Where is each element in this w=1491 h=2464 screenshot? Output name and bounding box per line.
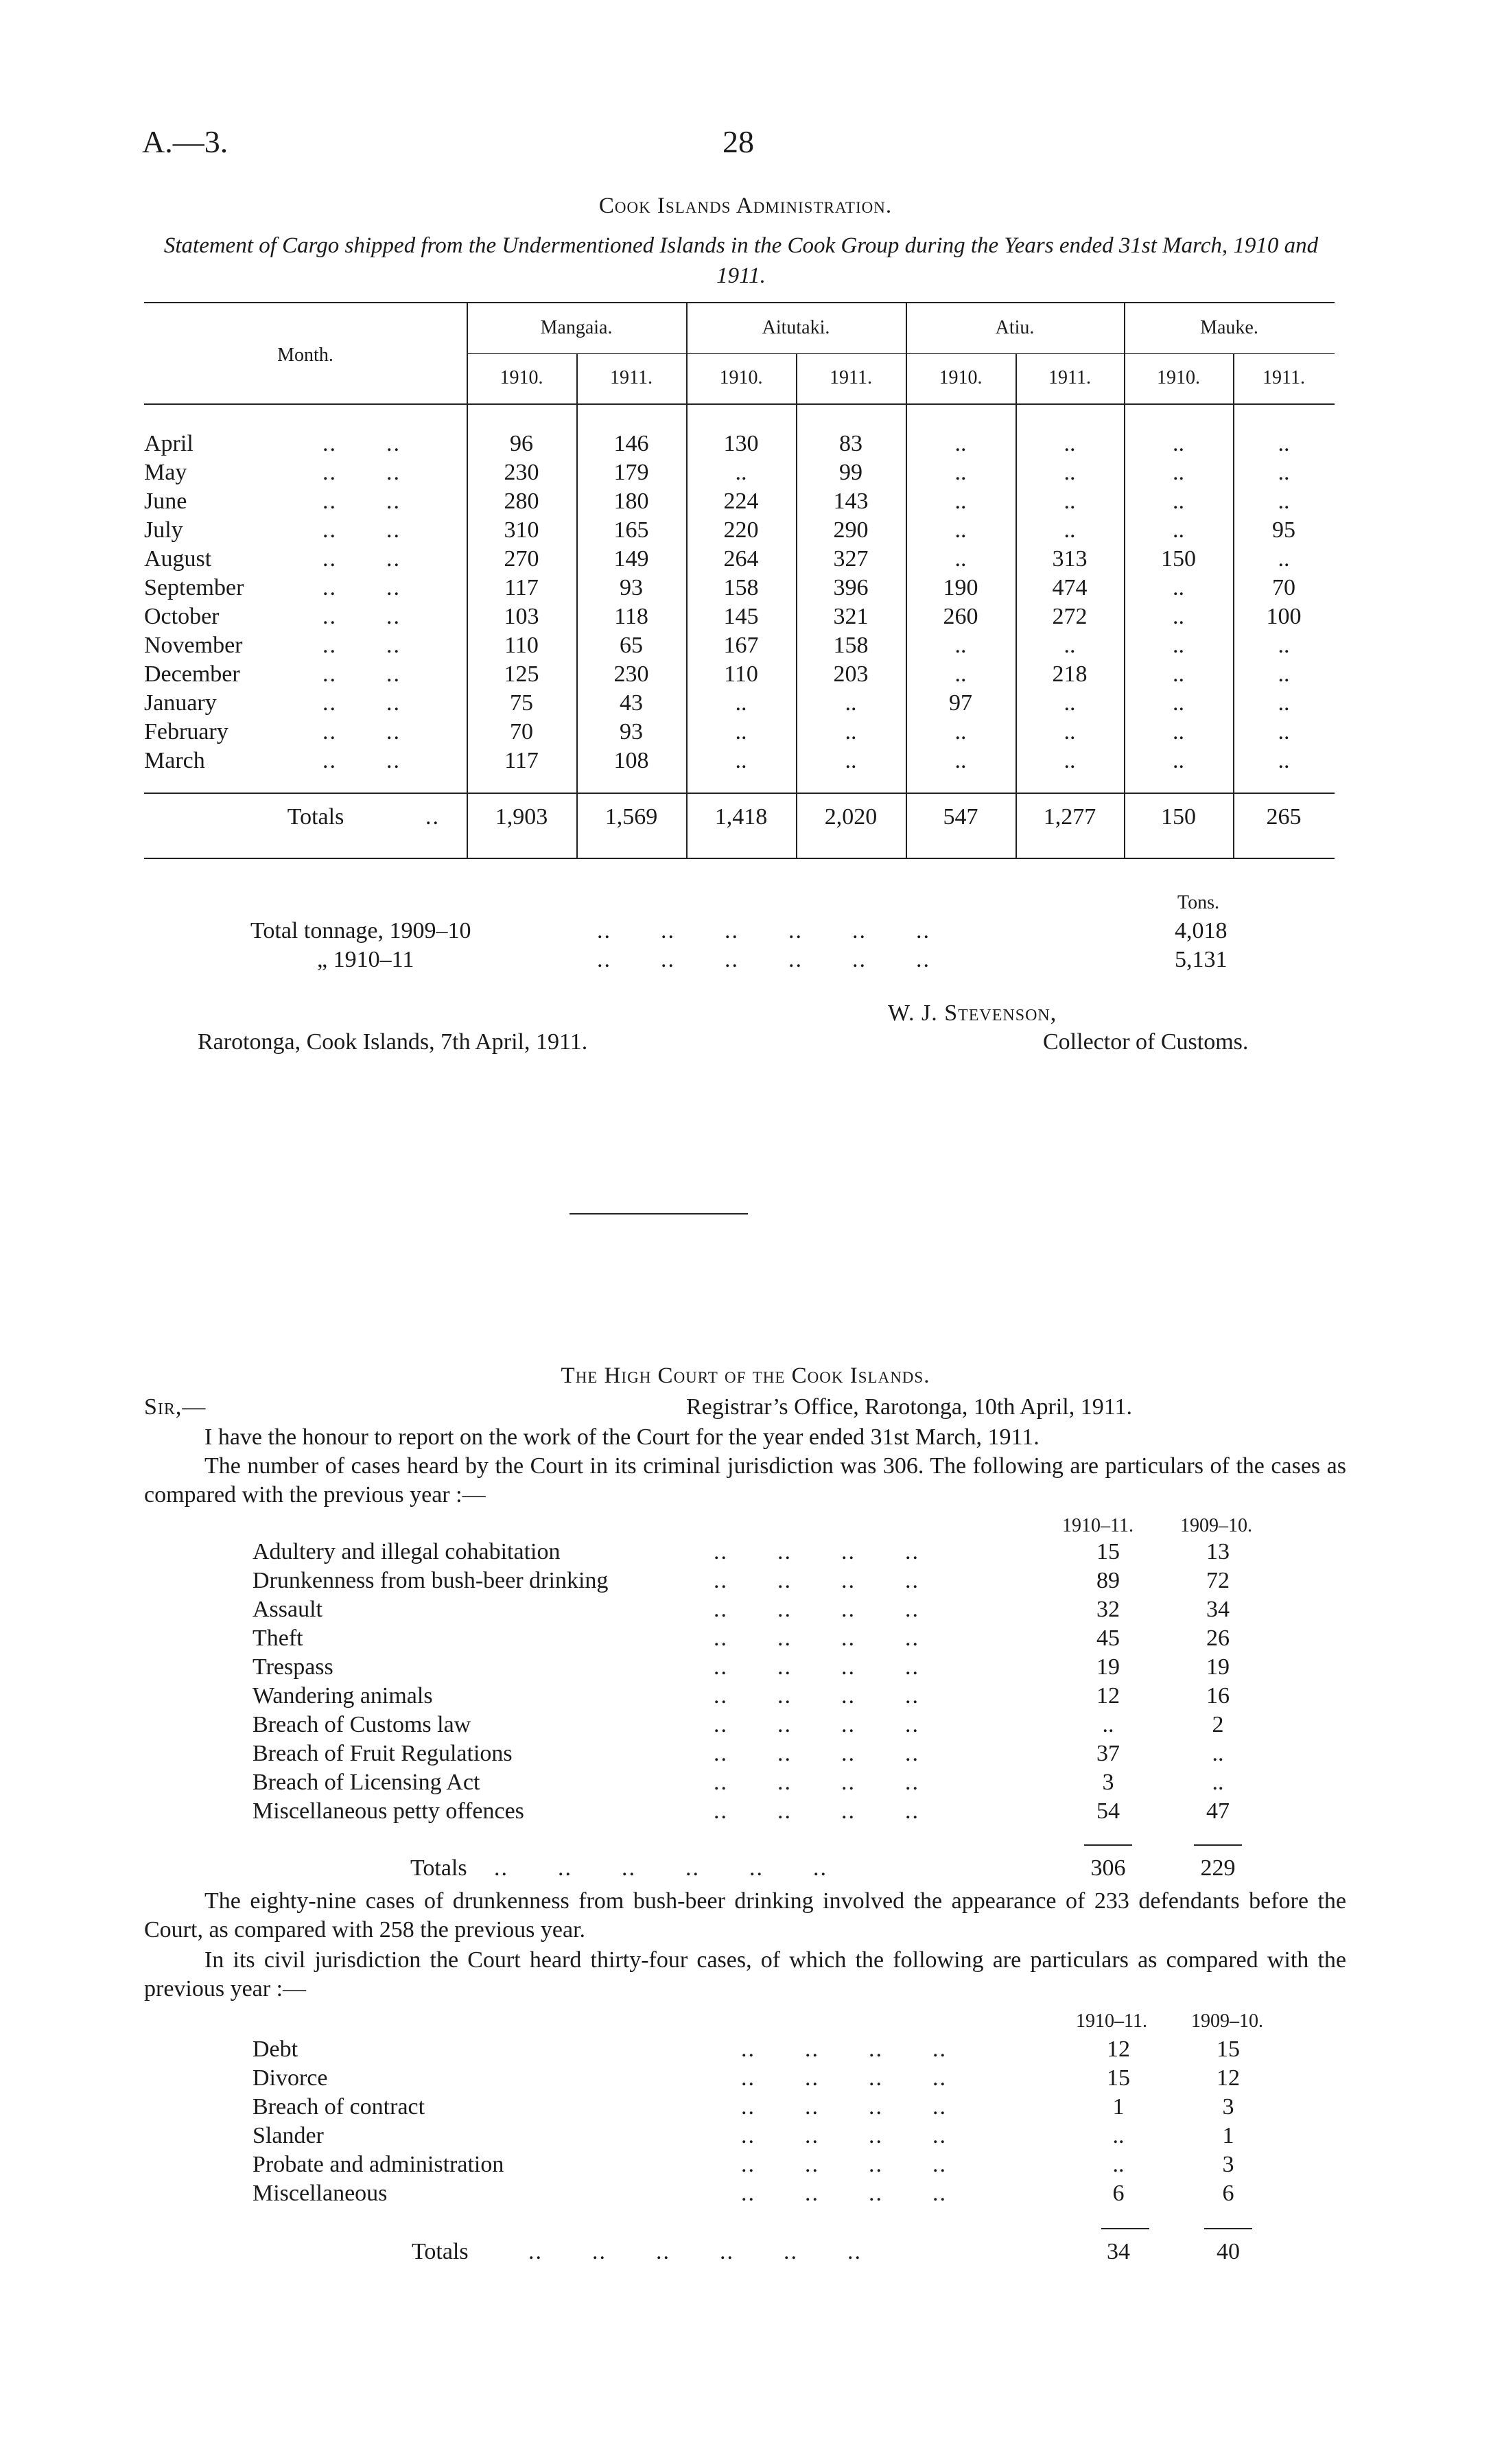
cargo-cell: .. (845, 748, 857, 773)
cargo-cell: 99 (839, 460, 862, 485)
civil-value-1909-10: 12 (1217, 2065, 1240, 2091)
cargo-cell: 165 (613, 517, 649, 543)
cargo-cell: .. (1173, 633, 1184, 658)
cargo-cell: .. (954, 489, 967, 514)
leader-dots: .. .. (322, 575, 401, 600)
criminal-item: Adultery and illegal cohabitation (253, 1539, 561, 1564)
cargo-statement-subtitle: Statement of Cargo shipped from the Undermentioned Islands in the Cook Group during the Years ended 31st March, 1910 and 1911. (163, 233, 1319, 288)
leader-dots: .. .. .. .. .. .. (528, 2239, 862, 2264)
cargo-cell: .. (735, 460, 747, 485)
criminal-total-1909-10: 229 (1200, 1855, 1236, 1881)
criminal-value-1909-10: 72 (1206, 1568, 1230, 1593)
signatory-name: W. J. Stevenson, (888, 1000, 1057, 1026)
cargo-cell: .. (1173, 690, 1184, 716)
office-and-date: Registrar’s Office, Rarotonga, 10th April, 1911. (686, 1394, 1132, 1420)
cargo-cell: 117 (504, 748, 539, 773)
island-header: Mauke. (1200, 317, 1258, 338)
cargo-total: 1,418 (714, 804, 768, 830)
leader-dots: .. .. .. .. (714, 1712, 919, 1737)
year-column-header: 1910–11. (1062, 1515, 1134, 1536)
leader-dots: .. .. (322, 661, 401, 687)
criminal-item: Theft (253, 1626, 303, 1651)
cargo-cell: 230 (613, 661, 649, 687)
cargo-cell: 180 (613, 489, 649, 514)
leader-dots: .. .. .. .. (714, 1654, 919, 1680)
leader-dots: .. .. .. .. (741, 2037, 947, 2062)
cargo-cell: 130 (723, 431, 759, 456)
civil-value-1909-10: 3 (1222, 2094, 1234, 2120)
year-column-header: 1909–10. (1180, 1515, 1252, 1536)
tonnage-value: 4,018 (1175, 918, 1228, 943)
cargo-cell: 224 (723, 489, 759, 514)
year-header: 1911. (1048, 367, 1091, 388)
civil-value-1910-11: 12 (1107, 2037, 1130, 2062)
cargo-cell: .. (954, 661, 967, 687)
cargo-cell: 83 (839, 431, 862, 456)
year-header: 1910. (939, 367, 983, 388)
criminal-value-1910-11: 54 (1096, 1798, 1120, 1824)
month-label: October (144, 604, 220, 629)
cargo-cell: .. (1173, 719, 1184, 744)
court-paragraph: In its civil jurisdiction the Court heard thirty-four cases, of which the following are particulars as compared with the previous year :— (144, 1947, 1346, 2002)
cargo-cell: .. (845, 690, 857, 716)
civil-value-1910-11: 1 (1112, 2094, 1125, 2120)
cargo-cell: .. (1278, 460, 1290, 485)
cargo-cell: 167 (723, 633, 759, 658)
cargo-total: 1,903 (495, 804, 548, 830)
cargo-cell: .. (1064, 633, 1076, 658)
civil-item: Divorce (253, 2065, 328, 2091)
cargo-cell: 75 (510, 690, 533, 716)
cargo-cell: 158 (833, 633, 869, 658)
cargo-cell: .. (954, 748, 967, 773)
cargo-cell: 110 (504, 633, 539, 658)
civil-totals-label: Totals (412, 2239, 469, 2264)
leader-dots: .. .. .. .. (714, 1568, 919, 1593)
leader-dots: .. .. (322, 633, 401, 658)
leader-dots: .. .. .. .. (741, 2181, 947, 2206)
civil-value-1909-10: 6 (1222, 2181, 1234, 2206)
cargo-cell: .. (1173, 748, 1184, 773)
cargo-cell: 100 (1266, 604, 1302, 629)
leader-dots: .. .. .. .. .. .. (597, 918, 930, 943)
cargo-cell: 145 (723, 604, 759, 629)
cargo-cell: 110 (724, 661, 758, 687)
island-header: Aitutaki. (762, 317, 830, 338)
month-label: April (144, 431, 193, 456)
cargo-cell: 260 (943, 604, 978, 629)
civil-item: Slander (253, 2123, 324, 2148)
cargo-cell: 93 (620, 575, 643, 600)
criminal-value-1910-11: 15 (1096, 1539, 1120, 1564)
cargo-cell: 264 (723, 546, 759, 572)
cargo-cell: 97 (949, 690, 972, 716)
year-header: 1911. (1263, 367, 1305, 388)
cargo-cell: .. (954, 460, 967, 485)
leader-dots: .. .. (322, 431, 401, 456)
cargo-cell: .. (1173, 604, 1184, 629)
cargo-cell: 43 (620, 690, 643, 716)
civil-item: Miscellaneous (253, 2181, 388, 2206)
leader-dots: .. .. .. .. (714, 1770, 919, 1795)
cargo-cell: 474 (1052, 575, 1088, 600)
civil-item: Probate and administration (253, 2152, 504, 2177)
cargo-cell: 70 (1272, 575, 1295, 600)
cargo-cell: 93 (620, 719, 643, 744)
leader-dots: .. .. .. .. (741, 2123, 947, 2148)
salutation: Sir,— (144, 1394, 207, 1420)
cargo-total: 1,277 (1043, 804, 1096, 830)
civil-item: Breach of contract (253, 2094, 425, 2120)
cargo-cell: .. (1278, 661, 1290, 687)
cargo-cell: .. (1064, 719, 1076, 744)
cargo-cell: 290 (833, 517, 869, 543)
cargo-total: 150 (1161, 804, 1196, 830)
leader-dots: .. .. .. .. (714, 1626, 919, 1651)
cargo-cell: .. (954, 517, 967, 543)
cargo-cell: 146 (613, 431, 649, 456)
cargo-cell: 272 (1052, 604, 1088, 629)
cargo-cell: 270 (504, 546, 539, 572)
cargo-cell: 158 (723, 575, 759, 600)
cargo-cell: 70 (510, 719, 533, 744)
cargo-cell: .. (954, 719, 967, 744)
cargo-cell: 149 (613, 546, 649, 572)
criminal-value-1910-11: 89 (1096, 1568, 1120, 1593)
year-header: 1910. (719, 367, 763, 388)
sum-rule (1194, 1844, 1242, 1846)
island-header-rule (467, 353, 1335, 354)
criminal-value-1909-10: 26 (1206, 1626, 1230, 1651)
sum-rule (1084, 1844, 1132, 1846)
leader-dots: .. .. .. .. (714, 1798, 919, 1824)
cargo-cell: 65 (620, 633, 643, 658)
cargo-cell: .. (1064, 690, 1076, 716)
cargo-cell: 103 (504, 604, 539, 629)
leader-dots: .. .. (322, 604, 401, 629)
month-label: August (144, 546, 212, 572)
month-label: June (144, 489, 187, 514)
cargo-cell: .. (1278, 431, 1290, 456)
cargo-cell: .. (1173, 431, 1184, 456)
cargo-cell: 179 (613, 460, 649, 485)
criminal-value-1909-10: 47 (1206, 1798, 1230, 1824)
cargo-cell: 218 (1052, 661, 1088, 687)
criminal-value-1909-10: 16 (1206, 1683, 1230, 1709)
cargo-cell: .. (1064, 748, 1076, 773)
cargo-total: 265 (1266, 804, 1302, 830)
leader-dots: .. .. .. .. (741, 2094, 947, 2120)
year-column-header: 1909–10. (1191, 2010, 1263, 2032)
cargo-cell: .. (1173, 661, 1184, 687)
cargo-cell: 220 (723, 517, 759, 543)
cargo-cell: 280 (504, 489, 539, 514)
criminal-value-1909-10: 2 (1212, 1712, 1224, 1737)
leader-dots: .. .. (322, 690, 401, 716)
cargo-cell: .. (1173, 517, 1184, 543)
cargo-cell: 230 (504, 460, 539, 485)
leader-dots: .. .. .. .. (741, 2152, 947, 2177)
cargo-cell: 117 (504, 575, 539, 600)
cargo-cell: 396 (833, 575, 869, 600)
signatory-title: Collector of Customs. (1043, 1029, 1249, 1055)
cargo-cell: .. (1278, 690, 1290, 716)
cargo-cell: 108 (613, 748, 649, 773)
cargo-cell: 125 (504, 661, 539, 687)
cargo-total: 2,020 (824, 804, 878, 830)
cargo-cell: .. (1064, 517, 1076, 543)
cargo-cell: 327 (833, 546, 869, 572)
leader-dots: .. .. (322, 460, 401, 485)
criminal-value-1909-10: 19 (1206, 1654, 1230, 1680)
cargo-cell: 310 (504, 517, 539, 543)
criminal-item: Breach of Licensing Act (253, 1770, 480, 1795)
cargo-cell: .. (735, 719, 747, 744)
criminal-item: Assault (253, 1597, 322, 1622)
cargo-total: 1,569 (604, 804, 658, 830)
cargo-cell: .. (735, 690, 747, 716)
criminal-value-1909-10: .. (1212, 1741, 1224, 1766)
cargo-cell: .. (1064, 460, 1076, 485)
criminal-item: Breach of Fruit Regulations (253, 1741, 513, 1766)
cargo-cell: 95 (1272, 517, 1295, 543)
civil-value-1910-11: 15 (1107, 2065, 1130, 2091)
cargo-cell: .. (735, 748, 747, 773)
leader-dots: .. .. .. .. .. .. (494, 1855, 827, 1881)
section-divider (570, 1213, 748, 1215)
leader-dots: .. .. (322, 546, 401, 572)
month-label: January (144, 690, 217, 716)
totals-top-rule (144, 793, 1335, 794)
month-label: September (144, 575, 244, 600)
criminal-item: Miscellaneous petty offences (253, 1798, 524, 1824)
place-and-date: Rarotonga, Cook Islands, 7th April, 1911. (198, 1029, 588, 1055)
criminal-value-1909-10: 34 (1206, 1597, 1230, 1622)
cargo-section-title: Cook Islands Administration. (598, 193, 893, 218)
cargo-cell: .. (1278, 633, 1290, 658)
page-number: 28 (723, 124, 754, 159)
leader-dots: .. (425, 804, 440, 830)
leader-dots: .. .. (322, 719, 401, 744)
year-header: 1910. (500, 367, 543, 388)
cargo-cell: .. (1064, 431, 1076, 456)
month-label: March (144, 748, 205, 773)
criminal-value-1910-11: 32 (1096, 1597, 1120, 1622)
sum-rule (1101, 2228, 1149, 2229)
tonnage-label: Total tonnage, 1909–10 (250, 918, 471, 943)
criminal-totals-label: Totals (410, 1855, 467, 1881)
cargo-cell: 96 (510, 431, 533, 456)
cargo-cell: 143 (833, 489, 869, 514)
year-header: 1911. (830, 367, 872, 388)
header-bottom-rule (144, 403, 1335, 405)
cargo-cell: 313 (1052, 546, 1088, 572)
criminal-total-1910-11: 306 (1090, 1855, 1126, 1881)
criminal-value-1910-11: 37 (1096, 1741, 1120, 1766)
leader-dots: .. .. (322, 489, 401, 514)
month-label: May (144, 460, 187, 485)
civil-item: Debt (253, 2037, 298, 2062)
court-section-title: The High Court of the Cook Islands. (561, 1363, 930, 1388)
criminal-value-1910-11: 12 (1096, 1683, 1120, 1709)
civil-total-1909-10: 40 (1217, 2239, 1240, 2264)
cargo-cell: 118 (614, 604, 648, 629)
criminal-value-1910-11: 19 (1096, 1654, 1120, 1680)
civil-value-1909-10: 3 (1222, 2152, 1234, 2177)
criminal-value-1909-10: 13 (1206, 1539, 1230, 1564)
month-label: December (144, 661, 240, 687)
island-header: Mangaia. (540, 317, 613, 338)
leader-dots: .. .. .. .. (714, 1683, 919, 1709)
civil-value-1909-10: 15 (1217, 2037, 1240, 2062)
leader-dots: .. .. (322, 748, 401, 773)
criminal-item: Drunkenness from bush-beer drinking (253, 1568, 609, 1593)
criminal-item: Wandering animals (253, 1683, 433, 1709)
totals-label: Totals (287, 804, 344, 830)
criminal-item: Trespass (253, 1654, 333, 1680)
court-paragraph: The eighty-nine cases of drunkenness from bush-beer drinking involved the appearance of 233 defendants before the Court, as compared with 258 the previous year. (144, 1888, 1346, 1943)
sum-rule (1204, 2228, 1252, 2229)
document-reference: A.—3. (142, 124, 228, 159)
cargo-cell: .. (1173, 460, 1184, 485)
court-paragraph: The number of cases heard by the Court in its criminal jurisdiction was 306. The following are particulars of the cases as compared with the previous year :— (144, 1453, 1346, 1507)
civil-value-1910-11: .. (1112, 2123, 1125, 2148)
criminal-value-1910-11: .. (1102, 1712, 1114, 1737)
tons-label: Tons. (1177, 892, 1220, 913)
cargo-total: 547 (943, 804, 978, 830)
cargo-cell: .. (954, 431, 967, 456)
month-label: November (144, 633, 243, 658)
leader-dots: .. .. .. .. (714, 1741, 919, 1766)
civil-value-1910-11: 6 (1112, 2181, 1125, 2206)
cargo-cell: 190 (943, 575, 978, 600)
cargo-cell: .. (954, 633, 967, 658)
table-bottom-rule (144, 858, 1335, 859)
criminal-value-1910-11: 3 (1102, 1770, 1114, 1795)
leader-dots: .. .. .. .. (714, 1539, 919, 1564)
cargo-cell: .. (1173, 489, 1184, 514)
civil-value-1909-10: 1 (1222, 2123, 1234, 2148)
cargo-cell: .. (1173, 575, 1184, 600)
civil-total-1910-11: 34 (1107, 2239, 1130, 2264)
leader-dots: .. .. .. .. (714, 1597, 919, 1622)
civil-value-1910-11: .. (1112, 2152, 1125, 2177)
month-label: February (144, 719, 228, 744)
court-paragraph: I have the honour to report on the work of the Court for the year ended 31st March, 1911. (204, 1424, 1040, 1450)
criminal-item: Breach of Customs law (253, 1712, 471, 1737)
cargo-cell: .. (1064, 489, 1076, 514)
leader-dots: .. .. (322, 517, 401, 543)
year-header: 1910. (1157, 367, 1200, 388)
month-label: July (144, 517, 183, 543)
island-header: Atiu. (995, 317, 1035, 338)
cargo-cell: .. (954, 546, 967, 572)
cargo-cell: .. (1278, 546, 1290, 572)
tonnage-label: „ 1910–11 (317, 947, 414, 972)
cargo-cell: .. (1278, 748, 1290, 773)
cargo-cell: 150 (1161, 546, 1196, 572)
criminal-value-1909-10: .. (1212, 1770, 1224, 1795)
cargo-cell: .. (845, 719, 857, 744)
cargo-cell: .. (1278, 489, 1290, 514)
cargo-cell: 203 (833, 661, 869, 687)
month-column-header: Month. (277, 344, 333, 366)
leader-dots: .. .. .. .. (741, 2065, 947, 2091)
cargo-cell: .. (1278, 719, 1290, 744)
cargo-cell: 321 (833, 604, 869, 629)
tonnage-value: 5,131 (1175, 947, 1228, 972)
table-top-rule (144, 302, 1335, 303)
year-header: 1911. (610, 367, 653, 388)
leader-dots: .. .. .. .. .. .. (597, 947, 930, 972)
year-column-header: 1910–11. (1076, 2010, 1147, 2032)
criminal-value-1910-11: 45 (1096, 1626, 1120, 1651)
